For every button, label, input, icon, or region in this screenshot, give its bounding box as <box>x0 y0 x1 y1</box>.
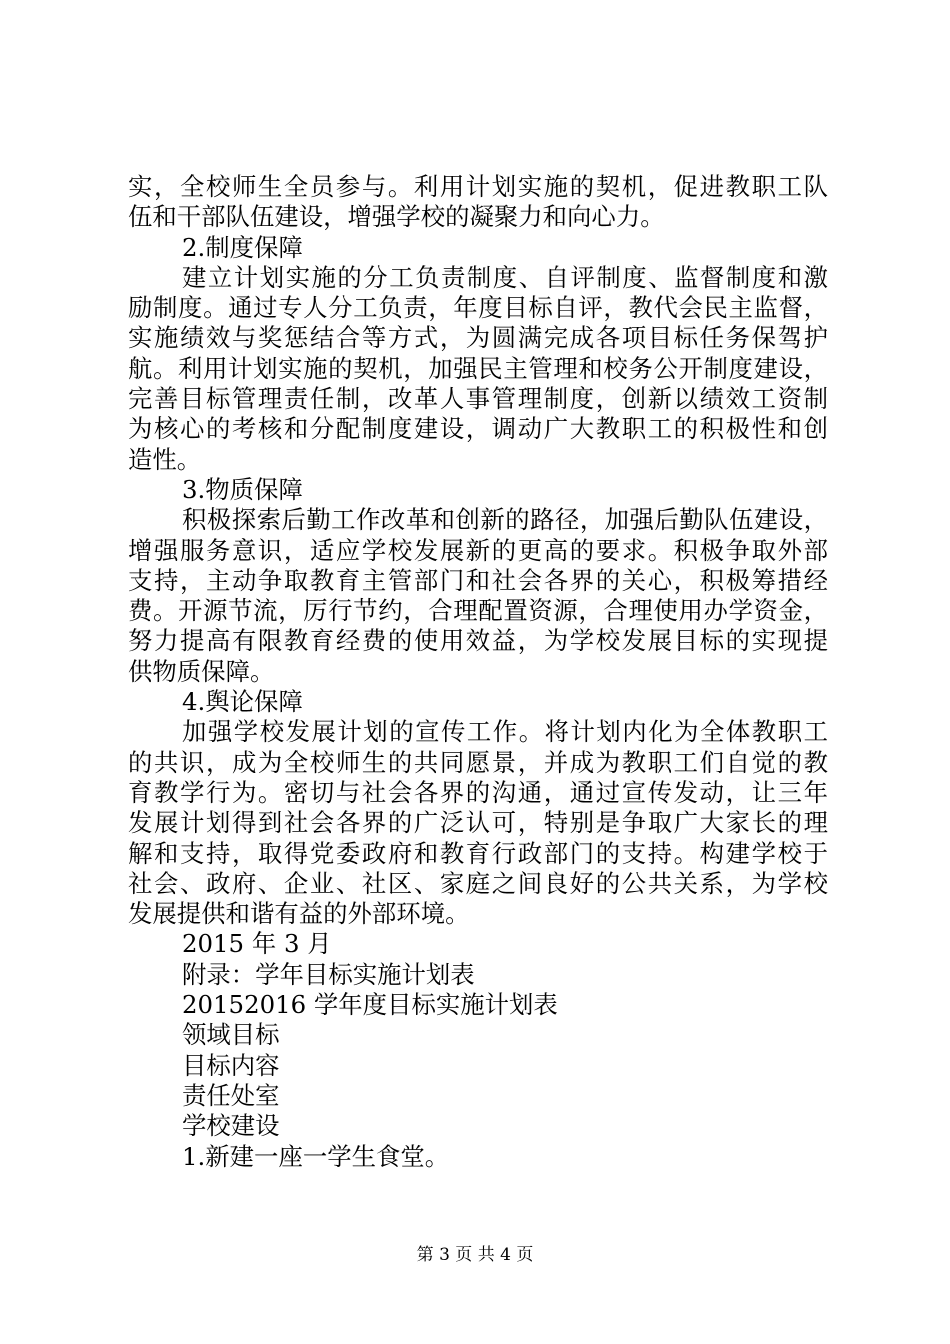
text-line: 2015 年 3 月 <box>182 929 332 959</box>
text-line: 发展提供和谐有益的外部环境。 <box>128 899 470 929</box>
document-body <box>128 172 828 1172</box>
text-line: 加强学校发展计划的宣传工作。将计划内化为全体教职工 <box>182 717 828 747</box>
page-footer: 第 3 页 共 4 页 <box>416 1245 534 1265</box>
text-line: 的共识，成为全校师生的共同愿景，并成为教职工们自觉的教 <box>128 747 828 777</box>
text-line: 建立计划实施的分工负责制度、自评制度、监督制度和激 <box>182 262 828 292</box>
text-line: 供物质保障。 <box>128 656 275 686</box>
text-line: 社会、政府、企业、社区、家庭之间良好的公共关系，为学校 <box>128 868 828 898</box>
text-line: 2.制度保障 <box>182 232 303 262</box>
text-line: 实，全校师生全员参与。利用计划实施的契机，促进教职工队 <box>128 172 828 201</box>
text-line: 20152016 学年度目标实施计划表 <box>182 990 558 1020</box>
text-line: 励制度。通过专人分工负责，年度目标自评，教代会民主监督， <box>128 293 828 323</box>
text-line: 支持，主动争取教育主管部门和社会各界的关心，积极筹措经 <box>128 565 828 595</box>
text-line: 努力提高有限教育经费的使用效益，为学校发展目标的实现提 <box>128 626 828 656</box>
text-line: 为核心的考核和分配制度建设，调动广大教职工的积极性和创 <box>128 414 828 444</box>
text-line: 增强服务意识，适应学校发展新的更高的要求。积极争取外部 <box>128 535 828 565</box>
text-line: 造性。 <box>128 444 202 474</box>
text-line: 发展计划得到社会各界的广泛认可，特别是争取广大家长的理 <box>128 808 828 838</box>
text-line: 伍和干部队伍建设，增强学校的凝聚力和向心力。 <box>128 202 665 232</box>
text-line: 航。利用计划实施的契机，加强民主管理和校务公开制度建设， <box>128 353 828 383</box>
text-line: 育教学行为。密切与社会各界的沟通，通过宣传发动，让三年 <box>128 777 828 807</box>
text-line: 学校建设 <box>182 1111 280 1141</box>
text-line: 目标内容 <box>182 1050 280 1080</box>
text-line: 1.新建一座一学生食堂。 <box>182 1141 450 1171</box>
text-line: 责任处室 <box>182 1080 280 1110</box>
text-line: 积极探索后勤工作改革和创新的路径，加强后勤队伍建设， <box>182 505 828 535</box>
text-line: 实施绩效与奖惩结合等方式，为圆满完成各项目标任务保驾护 <box>128 323 828 353</box>
text-line: 完善目标管理责任制，改革人事管理制度，创新以绩效工资制 <box>128 384 828 414</box>
text-line: 4.舆论保障 <box>182 687 303 717</box>
text-line: 费。开源节流，厉行节约，合理配置资源，合理使用办学资金， <box>128 596 828 626</box>
text-line: 附录：学年目标实施计划表 <box>182 959 475 989</box>
text-line: 领域目标 <box>182 1020 280 1050</box>
text-line: 解和支持，取得党委政府和教育行政部门的支持。构建学校于 <box>128 838 828 868</box>
text-line: 3.物质保障 <box>182 474 303 504</box>
